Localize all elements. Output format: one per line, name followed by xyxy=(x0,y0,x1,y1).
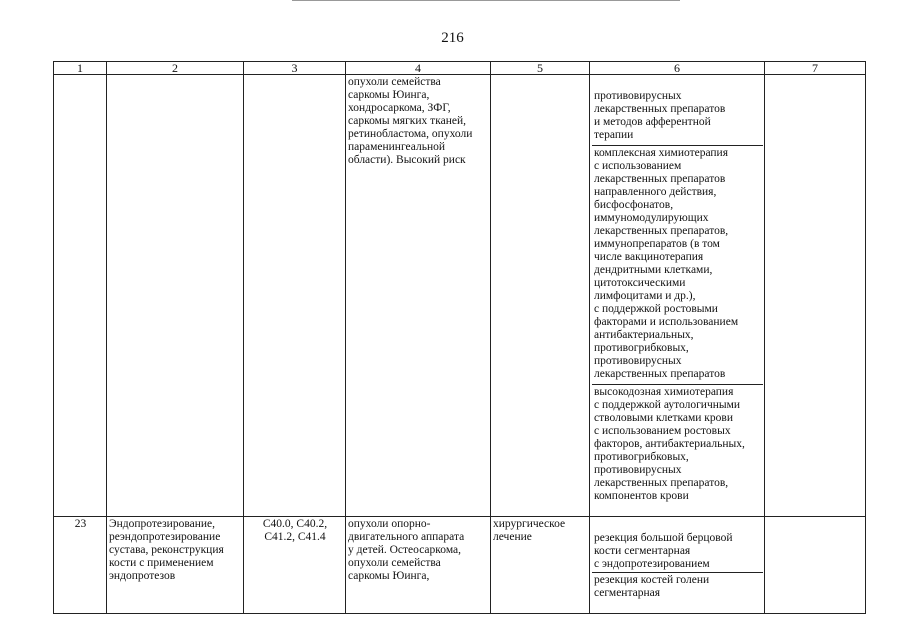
method-cell xyxy=(590,516,765,614)
table-row xyxy=(54,75,866,517)
intervention-name xyxy=(107,75,244,517)
header-col-7: 7 xyxy=(765,62,866,75)
header-col-4: 4 xyxy=(346,62,491,75)
method-item: резекция костей голени сегментарная xyxy=(594,574,710,599)
treatment-type xyxy=(491,75,590,517)
header-col-6: 6 xyxy=(590,62,765,75)
icd-codes: C40.0, C40.2, C41.2, C41.4 xyxy=(244,516,346,614)
intervention-name: Эндопротезирование, реэндопротезирование сустава, реконструкция кости с применением эндопротезов xyxy=(107,516,244,614)
treatment-type: хирургическое лечение xyxy=(491,516,590,614)
cost-cell xyxy=(765,75,866,517)
row-number: 23 xyxy=(54,516,107,614)
header-col-3: 3 xyxy=(244,62,346,75)
header-col-2: 2 xyxy=(107,62,244,75)
method-item: резекция большой берцовой кости сегментарная с эндопротезированием xyxy=(592,531,763,573)
row-number xyxy=(54,75,107,517)
top-rule xyxy=(292,0,680,1)
method-cell xyxy=(590,75,765,517)
method-item: противовирусных лекарственных препаратов и методов афферентной терапии xyxy=(592,89,763,145)
header-col-1: 1 xyxy=(54,62,107,75)
header-col-5: 5 xyxy=(491,62,590,75)
table-row xyxy=(54,516,866,614)
cost-cell xyxy=(765,516,866,614)
method-list xyxy=(592,531,763,601)
document-table xyxy=(53,61,866,614)
header-row xyxy=(54,62,866,75)
method-item: высокодозная химиотерапия с поддержкой аутологичными стволовыми клетками крови с использованием ростовых факторов, антибактериальных, противогрибковых, противовирусных лекарственных препаратов, компонентов крови xyxy=(594,385,745,502)
page-number: 216 xyxy=(441,30,464,46)
method-item: комплексная химиотерапия с использованием лекарственных препаратов направленного действия, бисфосфонатов, иммуномодулирующих лекарственных препаратов, иммунопрепаратов (в том числе вакцинотерапия дендритными клетками, цитотоксическими лимфоцитами и др.), с поддержкой ростовыми факторами и использованием антибактериальных, противогрибковых, противовирусных лекарственных препаратов xyxy=(592,145,763,384)
patient-model: опухоли опорно- двигательного аппарата у детей. Остеосаркома, опухоли семейства саркомы Юинга, xyxy=(346,516,491,614)
patient-model: опухоли семейства саркомы Юинга, хондросаркома, ЗФГ, саркомы мягких тканей, ретинобластома, опухоли параменингеальной области). Высокий риск xyxy=(346,75,491,517)
icd-codes xyxy=(244,75,346,517)
method-list xyxy=(592,89,763,503)
